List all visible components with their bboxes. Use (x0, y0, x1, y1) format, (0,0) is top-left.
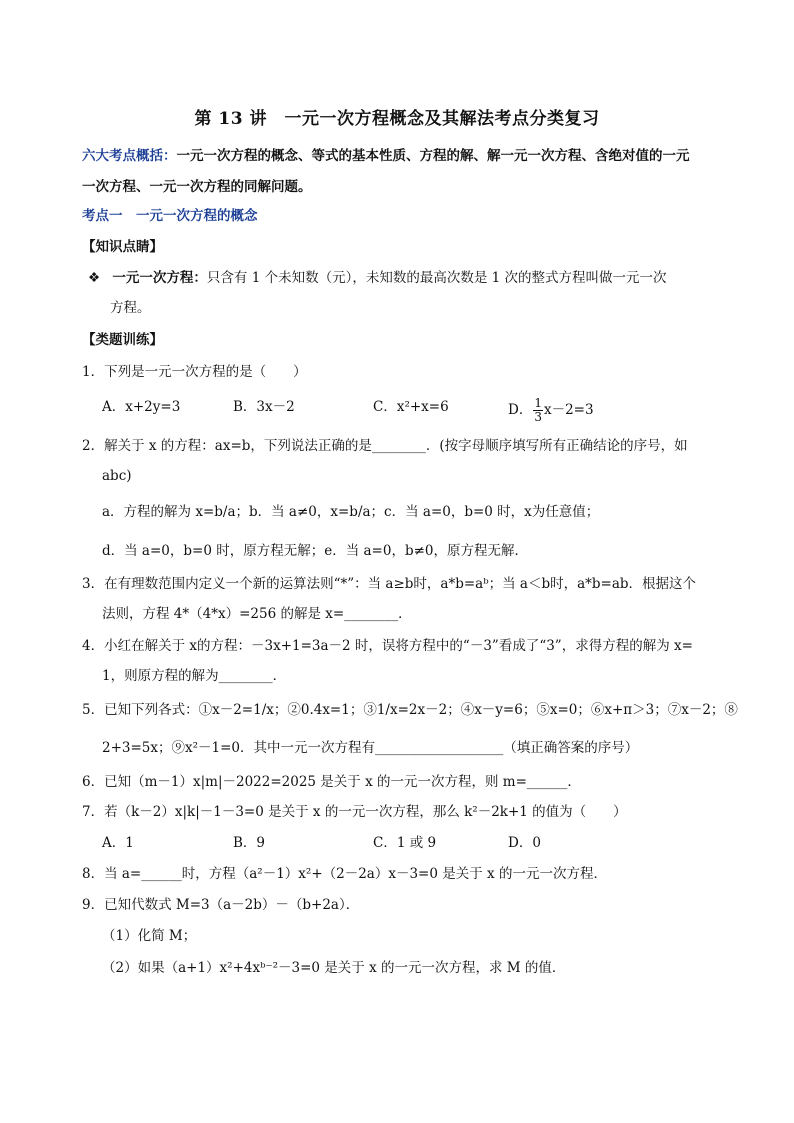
overview-line-1 (82, 146, 690, 166)
knowledge-text-1: 只含有 1 个未知数（元），未知数的最高次数是 1 次的整式方程叫做一元一次 (206, 270, 667, 286)
question-1-option-b: B．3x－2 (233, 399, 295, 415)
question-7-stem: 7．若（k－2）x|k|－1－3=0 是关于 x 的一元一次方程，那么 k²－2k+1 的值为（ ） (82, 804, 627, 820)
question-6: 6．已知（m－1）x|m|－2022=2025 是关于 x 的一元一次方程，则 m=______． (82, 774, 581, 790)
question-1-option-d-label: D． (508, 402, 533, 418)
overview-text-1: 一元一次方程的概念、等式的基本性质、方程的解、解一元一次方程、含绝对值的一元 (176, 148, 690, 164)
overview-line-2: 一次方程、一元一次方程的同解问题。 (82, 179, 312, 195)
question-1-option-c: C．x²+x=6 (373, 399, 449, 415)
question-5-line-1: 5．已知下列各式：①x－2=1/x；②0.4x=1；③1/x=2x－2；④x－y=6；⑤x=0；⑥x+π＞3；⑦x－2；⑧ (82, 702, 738, 718)
question-9-part-1: （1）化简 M； (102, 928, 197, 944)
question-7-option-d: D．0 (508, 835, 541, 851)
question-8: 8．当 a=______时，方程（a²－1）x²+（2－2a）x－3=0 是关于 x 的一元一次方程． (82, 866, 607, 882)
question-3-line-1: 3．在有理数范围内定义一个新的运算法则“*”：当 a≥b时，a*b=aᵇ；当 a＜b时，a*b=ab．根据这个 (82, 576, 697, 592)
question-4-line-1: 4．小红在解关于 x的方程：－3x+1=3a－2 时，误将方程中的“－3”看成了“3”，求得方程的解为 x= (82, 638, 693, 654)
knowledge-term: 一元一次方程： (112, 270, 207, 286)
question-7-option-c: C．1 或 9 (373, 835, 437, 851)
question-1-option-a: A．x+2y=3 (102, 399, 181, 415)
question-2-line-2: abc) (102, 468, 132, 484)
question-5-line-2: 2+3=5x；⑨x²－1=0．其中一元一次方程有___________________（填正确答案的序号） (102, 740, 639, 756)
question-7-option-a: A．1 (102, 835, 134, 851)
diamond-bullet-icon: ❖ (88, 270, 101, 286)
question-2-line-4: d．当 a=0，b=0 时，原方程无解；e．当 a=0，b≠0，原方程无解． (102, 543, 528, 559)
section-1-title: 考点一 一元一次方程的概念 (82, 208, 258, 224)
question-7-option-b: B．9 (233, 835, 266, 851)
question-3-line-2: 法则，方程 4*（4*x）=256 的解是 x=________． (102, 606, 412, 622)
page-title: 第 13 讲 一元一次方程概念及其解法考点分类复习 (194, 109, 600, 129)
question-4-line-2: 1，则原方程的解为________． (102, 668, 287, 684)
question-9-stem: 9．已知代数式 M=3（a－2b）－（b+2a）． (82, 897, 360, 913)
practice-heading: 【类题训练】 (82, 332, 163, 348)
knowledge-text-2: 方程。 (110, 300, 151, 316)
question-2-line-1: 2．解关于 x 的方程：ax=b，下列说法正确的是________．(按字母顺序填写所有正确结论的序号，如 (82, 438, 688, 454)
question-1-option-d: D． $\frac{1}{3}$ x－2=3 (508, 396, 594, 424)
overview-label: 六大考点概括： (82, 148, 177, 164)
fraction-one-third: $\frac{1}{3}$ (534, 396, 542, 424)
knowledge-item (88, 268, 667, 288)
question-9-part-2: （2）如果（a+1）x²+4xᵇ⁻²－3=0 是关于 x 的一元一次方程，求 M 的值． (102, 960, 566, 976)
question-1-stem: 1．下列是一元一次方程的是（ ） (82, 364, 307, 380)
question-2-line-3: a．方程的解为 x=b/a；b．当 a≠0，x=b/a；c．当 a=0，b=0 时，x为任意值； (102, 504, 600, 520)
knowledge-heading: 【知识点睛】 (82, 239, 163, 255)
